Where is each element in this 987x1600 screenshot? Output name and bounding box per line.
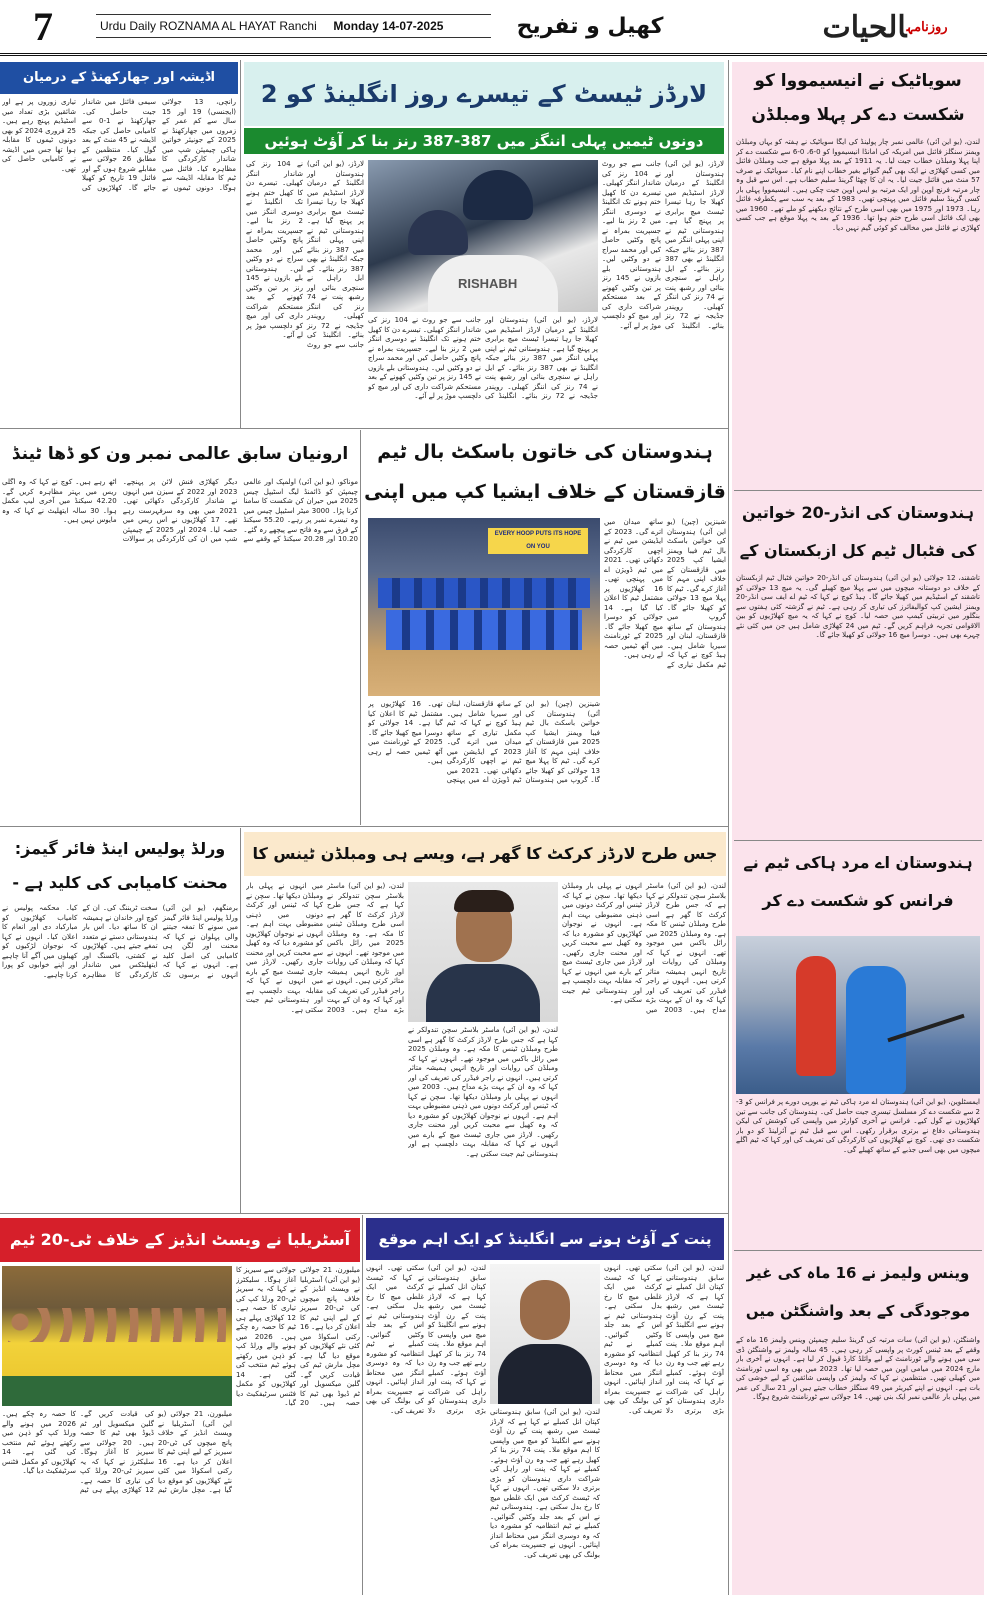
banner-text: EVERY HOOP PUTS ITS HOPE ON YOU [488,528,588,554]
sachin-body-under-photo: لندن، (یو این آئی) ماسٹر بلاسٹر سچن تندولکر نے کہا ہے کہ جس طرح لارڈز کرکٹ کا گھر ہے اسی طرح ومبلڈن ٹینس کا مکہ ہے۔ وہ ومبلڈن 2025 میں رائل باکس میں موجود تھے۔ انہوں نے کہا کہ ومبلڈن کی روایات اور تاریخ انہیں ہمیشہ متاثر کرتی ہیں۔ انہوں نے راجر فیڈرر کی تعریف کی اور کہا کہ وہ ان کے بہت بڑے مداح ہیں۔ 2003 میں انہوں نے پہلی بار ومبلڈن دیکھا تھا۔ سچن نے کہا کہ ٹینس اور کرکٹ دونوں میں ذہنی مضبوطی بہت اہم ہے۔ انہوں نے نوجوان کھلاڑیوں کو مشورہ دیا کہ وہ کھیل سے محبت کریں اور محنت جاری رکھیں۔ لارڈز میں جاری ٹیسٹ میچ کے بارے میں انہوں نے کہا کہ مقابلہ بہت دلچسپ ہے اور ہندوستانی ٹیم جیت سکتی ہے۔ [408,1026,558,1158]
australia-body-under-photo: میلبورن، 21 جولائی (یو این آئی) آسٹریلیا نے ویسٹ انڈیز کے خلاف پانچ میچوں کی ٹی-20 سیریز کے لیے اپنی ٹیم کا اعلان کر دیا ہے۔ 16 رکنی اسکواڈ میں کئی نئے کھلاڑیوں کو موقع دیا گیا ہے۔ مچل مارش ٹیم کی قیادت کریں گے۔ گلین میکسویل اور ٹم ڈیوڈ بھی ٹیم کا حصہ ہیں۔ 20 جولائی سے سیریز کا آغاز ہوگا۔ سلیکٹرز نے کہا کہ یہ سیریز ٹی-20 ورلڈ کپ کی تیاری کا حصہ ہے۔ 12 کھلاڑی پہلے ہی ٹیم کا حصہ رہ چکے ہیں۔ 2026 میں ہونے والے ورلڈ کپ کو ذہن میں رکھتے ہوئے ٹیم منتخب کی گئی ہے۔ 14 کھلاڑیوں کو مکمل فٹنس سرٹیفکیٹ دیا گیا۔ [2,1410,232,1494]
issue-date: Monday 14-07-2025 [333,19,444,33]
aronian-body: موناکو، (یو این آئی) اولمپک اور عالمی چیمپئن کو ڈائمنڈ لیگ اسٹیپل چیس 2025 میں حیران کن شکست کا سامنا کرنا پڑا۔ 3000 میٹر اسٹیپل چیس میں وہ تیسرے نمبر پر رہے۔ 55.20 سیکنڈ کے فرق سے وہ فاتح سے پیچھے رہ گئے۔ 10.20 اور 20.28 سیکنڈ کے وقفے سے دیگر کھلاڑی فنش لائن پر پہنچے۔ 2023 اور 2022 کے سیزن میں انہوں نے شاندار کارکردگی دکھائی تھی۔ 2021 میں بھی وہ سرفہرست رہے تھے۔ 17 کھلاڑیوں نے اس ریس میں حصہ لیا۔ 2024 اور 2025 کے چیمپئن شپ میں ان کی کارکردگی پر سوالات اٹھ رہے ہیں۔ کوچ نے کہا کہ وہ اگلی ریس میں بہتر مظاہرہ کریں گے۔ 42.20 سیکنڈ میں آخری لیپ مکمل ہوا۔ 30 سالہ ایتھلیٹ نے کہا کہ وہ مایوس نہیں ہیں۔ [2,478,358,543]
odisha-headline: اڈیشہ اور جھارکھنڈ کے درمیان [0,62,238,94]
venus-headline: وینس ولیمز نے 16 ماہ کی غیر موجودگی کے بعد واشنگٹن میں [745,1264,971,1320]
lords-body-right: لارڈز، (یو این آئی) ہندوستان اور انگلینڈ کے درمیان لارڈز اسٹیڈیم میں کھیلا جا رہا تیسرا ٹیسٹ میچ برابری پر پہنچ گیا ہے۔ ہندوستانی ٹیم نے اپنی پہلی اننگز میں 387 رنز بنائے جبکہ انگلینڈ نے بھی 387 رنز بنائے۔ کے ایل راہل نے سنچری بنائی اور رشبھ پنت نے 74 رنز کی اننگز کھیلی۔ رویندر جڈیجہ نے 72 رنز بنائے۔ انگلینڈ کی جانب سے جو روٹ نے 104 رنز کی شاندار اننگز کھیلی۔ تیسرے دن کا کھیل ختم ہونے تک انگلینڈ نے دوسری اننگز میں 2 رنز بنا لیے۔ جسپریت بمراہ نے پانچ وکٹیں حاصل کیں اور محمد سراج نے دو وکٹیں لیں۔ ہندوستانی بلے بازوں نے 145 رنز پر تین وکٹیں کھونے کے بعد مستحکم شراکت داری کی اور میچ کو دلچسپ موڑ پر لے آئے۔ [602,160,724,330]
australia-headline: آسٹریلیا نے ویسٹ انڈیز کے خلاف ٹی-20 ٹیم [0,1218,360,1262]
players-heads [8,1308,226,1342]
players-row-back [378,578,590,608]
swiatek-headline: سویاٹیک نے انیسیمووا کو شکست دے کر پہلا ومبلڈن [751,71,965,125]
logo-small: روزنامہ [906,20,948,35]
face-shape [520,1280,570,1340]
sachin-body-right: لندن، (یو این آئی) ماسٹر بلاسٹر سچن تندولکر نے کہا ہے کہ جس طرح لارڈز کرکٹ کا گھر ہے اسی طرح ومبلڈن ٹینس کا مکہ ہے۔ وہ ومبلڈن 2025 میں رائل باکس میں موجود تھے۔ انہوں نے کہا کہ ومبلڈن کی روایات اور تاریخ انہیں ہمیشہ متاثر کرتی ہیں۔ انہوں نے راجر فیڈرر کی تعریف کی اور کہا کہ وہ ان کے بہت بڑے مداح ہیں۔ 2003 میں انہوں نے پہلی بار ومبلڈن دیکھا تھا۔ سچن نے کہا کہ ٹینس اور کرکٹ دونوں میں ذہنی مضبوطی بہت اہم ہے۔ انہوں نے نوجوان کھلاڑیوں کو مشورہ دیا کہ وہ کھیل سے محبت کریں اور محنت جاری رکھیں۔ لارڈز میں جاری ٹیسٹ میچ کے بارے میں انہوں نے کہا کہ مقابلہ بہت دلچسپ ہے اور ہندوستانی ٹیم جیت سکتی ہے۔ [562,882,726,1014]
pant-body-right: لندن، (یو این آئی) سابق ہندوستانی کپتان انل کمبلے نے کہا ہے کہ لارڈز ٹیسٹ میں رشبھ پنت کے رن آؤٹ ہونے سے انگلینڈ کو میچ میں واپسی کا اہم موقع ملا۔ پنت 74 رنز بنا کر کھیل رہے تھے جب وہ رن آؤٹ ہوئے۔ کمبلے نے کہا کہ پنت اور راہل کی شراکت داری ہندوستان کو بڑی برتری دلا سکتی تھی۔ انہوں نے کہا کہ ٹیسٹ کرکٹ میں ایک غلطی میچ کا رخ بدل سکتی ہے۔ ہندوستانی ٹیم نے اس کے بعد جلد وکٹیں گنوائیں۔ کمبلے نے ٹیم انتظامیہ کو مشورہ دیا کہ وہ دوسری اننگز میں محتاط انداز اپنائیں۔ انہوں نے جسپریت بمراہ کی بولنگ کی بھی تعریف کی۔ [604,1264,724,1415]
column-rule [362,1215,363,1595]
row-rule [734,1250,982,1251]
column-rule [240,60,241,428]
hockey-body: ایمسٹلوین، (یو این آئی) ہندوستان اے مرد ہاکی ٹیم نے یورپی دورے پر فرانس کو 3-2 سے شکست دے کر مسلسل تیسری جیت حاصل کی۔ ہندوستان کی جانب سے تین کھلاڑیوں نے گول کیے۔ فرانس نے آخری کوارٹر میں واپسی کی کوشش کی لیکن ہندوستانی دفاع نے برتری برقرار رکھی۔ اس سے قبل ٹیم نے آئرلینڈ کو دو بار شکست دی تھی۔ کوچ نے کھلاڑیوں کی کارکردگی کی تعریف کی اور کہا کہ ٹیم اگلے میچوں میں بھی اسی جذبے کے ساتھ کھیلے گی۔ [736,1098,980,1154]
row-rule [734,490,982,491]
aronian-headline: ارونیان سابق عالمی نمبر ون کو ڈھا ٹینڈ [11,444,349,464]
pant-body-left: لندن، (یو این آئی) سابق ہندوستانی کپتان انل کمبلے نے کہا ہے کہ لارڈز ٹیسٹ میں رشبھ پنت کے رن آؤٹ ہونے سے انگلینڈ کو میچ میں واپسی کا اہم موقع ملا۔ پنت 74 رنز بنا کر کھیل رہے تھے جب وہ رن آؤٹ ہوئے۔ کمبلے نے کہا کہ پنت اور راہل کی شراکت داری ہندوستان کو بڑی برتری دلا سکتی تھی۔ انہوں نے کہا کہ ٹیسٹ کرکٹ میں ایک غلطی میچ کا رخ بدل سکتی ہے۔ ہندوستانی ٹیم نے اس کے بعد جلد وکٹیں گنوائیں۔ کمبلے نے ٹیم انتظامیہ کو مشورہ دیا کہ وہ دوسری اننگز میں محتاط انداز اپنائیں۔ انہوں نے جسپریت بمراہ کی بولنگ کی بھی تعریف کی۔ [366,1264,486,1415]
masthead-strip [96,14,491,38]
odisha-body: رانچی، 13 جولائی (ایجنسی) 19 اور 15 سال سے کم عمر کے زمروں میں جھارکھنڈ نے 2025 کے جونیئر خواتین ہاکی چیمپئن شپ میں شاندار کارکردگی کا مظاہرہ کیا۔ فائنل میں ٹیم کا مقابلہ اڈیشہ سے ہوگا۔ دونوں ٹیموں نے سیمی فائنل میں شاندار جیت حاصل کی۔ جھارکھنڈ نے 1-0 سے کامیابی حاصل کی جبکہ اڈیشہ نے 45 منٹ کے بعد گول کیا۔ منتظمین کے مطابق 26 جولائی سے مقابلے شروع ہوں گے اور فائنل 19 تاریخ کو کھیلا جائے گا۔ کھلاڑیوں کی تیاری زوروں پر ہے اور شائقین بڑی تعداد میں اسٹیڈیم پہنچ رہے ہیں۔ 25 فروری 2024 کو بھی دونوں ٹیموں کا مقابلہ ہوا تھا جس میں اڈیشہ نے کامیابی حاصل کی تھی۔ [2,98,236,192]
row-rule [0,428,728,429]
basketball-headline: ہندوستان کی خاتون باسکٹ بال ٹیم قازقستان کے خلاف ایشیا کپ میں اپنی [364,441,726,503]
hair-shape [454,890,514,912]
column-rule [360,430,361,825]
basketball-body-under-photo: شینزین (چین) (یو این آئی) ہندوستان کی خواتین باسکٹ بال ٹیم فیبا ویمنز ایشیا کپ 2025 میں قازقستان کے خلاف اپنی مہم کا آغاز کرے گی۔ ٹیم کا پہلا میچ 13 جولائی کو کھیلا جائے گا۔ گروپ میں ہندوستان کے ساتھ قازقستان، لبنان اور سیریا شامل ہیں۔ ہیڈ کوچ نے کہا کہ ٹیم مکمل تیاری کے ساتھ میدان میں اترے گی۔ 2023 کے ایڈیشن میں ٹیم نے اچھی کارکردگی دکھائی تھی۔ 2021 میں ٹیم ڈویژن اے میں پہنچی تھی۔ 16 کھلاڑیوں پر مشتمل ٹیم کا اعلان کیا گیا ہے۔ 14 جولائی کو دوسرا میچ کھیلا جائے گا۔ 2025 کے ٹورنامنٹ میں آٹھ ٹیمیں حصہ لے رہی ہیں۔ [368,700,600,784]
hockey-photo [736,936,980,1094]
jersey-name: RISHABH [458,276,518,291]
page-header [0,0,987,56]
hockey-headline: ہندوستان اے مرد ہاکی ٹیم نے فرانس کو شکست دے کر [743,853,973,910]
team-shorts [2,1376,232,1406]
player-blue-shape [846,966,906,1094]
newspaper-logo [790,4,980,52]
australia-body-right: میلبورن، 21 جولائی (یو این آئی) آسٹریلیا نے ویسٹ انڈیز کے خلاف پانچ میچوں کی ٹی-20 سیریز کے لیے اپنی ٹیم کا اعلان کر دیا ہے۔ 16 رکنی اسکواڈ میں کئی نئے کھلاڑیوں کو موقع دیا گیا ہے۔ مچل مارش ٹیم کی قیادت کریں گے۔ گلین میکسویل اور ٹم ڈیوڈ بھی ٹیم کا حصہ ہیں۔ 20 جولائی سے سیریز کا آغاز ہوگا۔ سلیکٹرز نے کہا کہ یہ سیریز ٹی-20 ورلڈ کپ کی تیاری کا حصہ ہے۔ 12 کھلاڑی پہلے ہی ٹیم کا حصہ رہ چکے ہیں۔ 2026 میں ہونے والے ورلڈ کپ کو ذہن میں رکھتے ہوئے ٹیم منتخب کی گئی ہے۔ 14 کھلاڑیوں کو مکمل فٹنس سرٹیفکیٹ دیا گیا۔ [236,1266,360,1407]
row-rule [0,826,728,827]
logo-text: الحیات [822,10,907,45]
page-number: 7 [33,4,53,49]
pant-headline: پنت کے آؤٹ ہونے سے انگلینڈ کو ایک اہم موقع [366,1218,724,1260]
kumble-photo [490,1264,600,1404]
players-row-front [386,610,582,650]
football-body: تاشقند، 12 جولائی (یو این آئی) ہندوستان کی انڈر-20 خواتین فٹبال ٹیم ازبکستان کے خلاف دو دوستانہ میچوں میں سے پہلا میچ کھیلے گی۔ یہ میچ 13 جولائی کو تاشقند کے اسٹیڈیم میں کھیلا جائے گا۔ ہیڈ کوچ نے کہا کہ ٹیم اے ایف سی انڈر-20 ویمنز ایشین کپ کوالیفائرز کی تیاری کر رہی ہے۔ ٹیم نے گزشتہ کئی ہفتوں سے بنگلور میں تربیتی کیمپ میں حصہ لیا۔ کوچ نے کہا کہ یہ میچ کھلاڑیوں کو بین الاقوامی تجربہ فراہم کریں گے۔ ٹیم میں 24 کھلاڑی شامل ہیں جن میں کئی نئے چہرے بھی ہیں۔ دوسرا میچ 16 جولائی کو کھیلا جائے گا۔ [736,574,980,639]
basketball-photo [368,518,600,696]
worldpolice-headline: ورلڈ پولیس اینڈ فائر گیمز: محنت کامیابی کی کلید ہے - [12,839,228,892]
sachin-photo [408,882,558,1022]
pant-body-under-photo: لندن، (یو این آئی) سابق ہندوستانی کپتان انل کمبلے نے کہا ہے کہ لارڈز ٹیسٹ میں رشبھ پنت کے رن آؤٹ ہونے سے انگلینڈ کو میچ میں واپسی کا اہم موقع ملا۔ پنت 74 رنز بنا کر کھیل رہے تھے جب وہ رن آؤٹ ہوئے۔ کمبلے نے کہا کہ پنت اور راہل کی شراکت داری ہندوستان کو بڑی برتری دلا سکتی تھی۔ انہوں نے کہا کہ ٹیسٹ کرکٹ میں ایک غلطی میچ کا رخ بدل سکتی ہے۔ ہندوستانی ٹیم نے اس کے بعد جلد وکٹیں گنوائیں۔ کمبلے نے ٹیم انتظامیہ کو مشورہ دیا کہ وہ دوسری اننگز میں محتاط انداز اپنائیں۔ انہوں نے جسپریت بمراہ کی بولنگ کی بھی تعریف کی۔ [490,1408,600,1559]
worldpolice-body: برمنگھم، (یو این آئی) ورلڈ پولیس اینڈ فائر گیمز میں سونے کا تمغہ جیتنے والی پہلوان نے کہا کہ محنت اور لگن ہی کامیابی کی اصل کلید ہے۔ انہوں نے کہا کہ انہوں نے برسوں تک سخت ٹریننگ کی۔ ان کے کوچ اور خاندان نے ہمیشہ ان کا ساتھ دیا۔ اس بار ہندوستانی دستے نے متعدد تمغے جیتے ہیں۔ کھلاڑیوں نے کشتی، باکسنگ اور ایتھلیٹکس میں شاندار کارکردگی کا مظاہرہ کیا۔ محکمہ پولیس نے کامیاب کھلاڑیوں کو مبارکباد دی اور انعام کا اعلان کیا۔ انہوں نے کہا کہ نوجوان لڑکیوں کو کھیلوں میں آگے آنا چاہیے اور اپنے خوابوں کو پورا کرنا چاہیے۔ [2,904,238,979]
australia-photo [2,1266,232,1406]
player-red-shape [796,956,836,1076]
helmet-shape [463,170,533,220]
sachin-body-left: لندن، (یو این آئی) ماسٹر بلاسٹر سچن تندولکر نے کہا ہے کہ جس طرح لارڈز کرکٹ کا گھر ہے اسی طرح ومبلڈن ٹینس کا مکہ ہے۔ وہ ومبلڈن 2025 میں رائل باکس میں موجود تھے۔ انہوں نے کہا کہ ومبلڈن کی روایات اور تاریخ انہیں ہمیشہ متاثر کرتی ہیں۔ انہوں نے راجر فیڈرر کی تعریف کی اور کہا کہ وہ ان کے بہت بڑے مداح ہیں۔ 2003 میں انہوں نے پہلی بار ومبلڈن دیکھا تھا۔ سچن نے کہا کہ ٹینس اور کرکٹ دونوں میں ذہنی مضبوطی بہت اہم ہے۔ انہوں نے نوجوان کھلاڑیوں کو مشورہ دیا کہ وہ کھیل سے محبت کریں اور محنت جاری رکھیں۔ لارڈز میں جاری ٹیسٹ میچ کے بارے میں انہوں نے کہا کہ مقابلہ بہت دلچسپ ہے اور ہندوستانی ٹیم جیت سکتی ہے۔ [246,882,404,1014]
lords-body-under-photo: لارڈز، (یو این آئی) ہندوستان اور انگلینڈ کے درمیان لارڈز اسٹیڈیم میں کھیلا جا رہا تیسرا ٹیسٹ میچ برابری پر پہنچ گیا ہے۔ ہندوستانی ٹیم نے اپنی پہلی اننگز میں 387 رنز بنائے جبکہ انگلینڈ نے بھی 387 رنز بنائے۔ کے ایل راہل نے سنچری بنائی اور رشبھ پنت نے 74 رنز کی اننگز کھیلی۔ رویندر جڈیجہ نے 72 رنز بنائے۔ انگلینڈ کی جانب سے جو روٹ نے 104 رنز کی شاندار اننگز کھیلی۔ تیسرے دن کا کھیل ختم ہونے تک انگلینڈ نے دوسری اننگز میں 2 رنز بنا لیے۔ جسپریت بمراہ نے پانچ وکٹیں حاصل کیں اور محمد سراج نے دو وکٹیں لیں۔ ہندوستانی بلے بازوں نے 145 رنز پر تین وکٹیں کھونے کے بعد مستحکم شراکت داری کی اور میچ کو دلچسپ موڑ پر لے آئے۔ [368,316,598,400]
lords-photo [368,160,598,312]
column-rule [240,828,241,1213]
swiatek-body: لندن، (یو این آئی) عالمی نمبر چار پولینڈ کی ایگا سویاٹیک نے ہفتہ کو یہاں ومبلڈن ویمنز سنگلز فائنل میں امریکہ کی امانڈا انیسیمووا کو 0-6، 0-6 سے شکست دے کر اپنا پہلا ومبلڈن خطاب جیت لیا۔ یہ 1911 کے بعد پہلا موقع ہے جب ومبلڈن فائنل میں کسی کھلاڑی نے ایک بھی گیم گنوائے بغیر خطاب اپنے نام کیا۔ سویاٹیک نے صرف 57 منٹ میں فائنل جیت لیا۔ یہ ان کا چھٹا گرینڈ سلیم خطاب ہے۔ اس سے قبل وہ چار مرتبہ فرنچ اوپن اور ایک مرتبہ یو ایس اوپن جیت چکی ہیں۔ انیسیمووا پہلی بار کسی گرینڈ سلیم فائنل میں پہنچی تھیں۔ 1983 کے بعد یہ سب سے یکطرفہ فائنل رہا۔ 1973 اور 1975 میں بھی اسی طرح کے نتائج دیکھنے کو ملے تھے۔ 1960 میں بھی ایک فائنل اسی طرح ختم ہوا تھا۔ 1936 کے بعد یہ پہلا موقع ہے جب کسی کھلاڑی نے فائنل میں مخالف کو کوئی گیم نہیں دیا۔ [736,138,980,232]
lords-headline: لارڈز ٹیسٹ کے تیسرے روز انگلینڈ کو 2 [244,62,724,126]
helmet-shape [408,210,468,255]
lords-body-left: لارڈز، (یو این آئی) ہندوستان اور انگلینڈ کے درمیان لارڈز اسٹیڈیم میں کھیلا جا رہا تیسرا ٹیسٹ میچ برابری پر پہنچ گیا ہے۔ ہندوستانی ٹیم نے اپنی پہلی اننگز میں 387 رنز بنائے جبکہ انگلینڈ نے بھی 387 رنز بنائے۔ کے ایل راہل نے سنچری بنائی اور رشبھ پنت نے 74 رنز کی اننگز کھیلی۔ رویندر جڈیجہ نے 72 رنز بنائے۔ انگلینڈ کی جانب سے جو روٹ نے 104 رنز کی شاندار اننگز کھیلی۔ تیسرے دن کا کھیل ختم ہونے تک انگلینڈ نے دوسری اننگز میں 2 رنز بنا لیے۔ جسپریت بمراہ نے پانچ وکٹیں حاصل کیں اور محمد سراج نے دو وکٹیں لیں۔ ہندوستانی بلے بازوں نے 145 رنز پر تین وکٹیں کھونے کے بعد مستحکم شراکت داری کی اور میچ کو دلچسپ موڑ پر لے آئے۔ [246,160,364,349]
paper-name: Urdu Daily ROZNAMA AL HAYAT Ranchi [100,19,317,33]
sachin-headline: جس طرح لارڈز کرکٹ کا گھر ہے، ویسے ہی ومبلڈن ٹینس کا [244,832,726,876]
football-headline: ہندوستان کی انڈر-20 خواتین کی فٹبال ٹیم کل ازبکستان کے [739,503,977,560]
lords-subheadline: دونوں ٹیمیں پہلی اننگز میں 387-387 رنز بنا کر آؤٹ ہوئیں [244,128,724,154]
section-title: کھیل و تفریح [516,14,664,39]
column-rule [728,60,729,1595]
suit-shape [498,1344,592,1404]
venus-body: واشنگٹن، (یو این آئی) سات مرتبہ کی گرینڈ سلیم چیمپئن وینس ولیمز 16 ماہ کے وقفے کے بعد ٹینس کورٹ پر واپسی کر رہی ہیں۔ 45 سالہ ولیمز نے واشنگٹن ڈی سی میں ہونے والے ٹورنامنٹ کے لیے وائلڈ کارڈ قبول کر لیا ہے۔ انہوں نے آخری بار مارچ 2024 میں میامی اوپن میں حصہ لیا تھا۔ 2023 میں بھی وہ اسی ٹورنامنٹ میں کھیلی تھیں۔ منتظمین نے کہا کہ ولیمز کی واپسی شائقین کے لیے خوشی کی بات ہے۔ انہوں نے اپنے کیریئر میں 49 سنگلز خطاب جیتے ہیں اور 21 سال کی عمر میں پہلی بار عالمی نمبر ایک بنی تھیں۔ 14 جولائی سے ٹورنامنٹ شروع ہوگا۔ [736,1336,980,1401]
suit-shape [426,964,540,1022]
row-rule [734,840,982,841]
row-rule [0,1213,728,1214]
basketball-body-right: شینزین (چین) (یو این آئی) ہندوستان کی خواتین باسکٹ بال ٹیم فیبا ویمنز ایشیا کپ 2025 میں قازقستان کے خلاف اپنی مہم کا آغاز کرے گی۔ ٹیم کا پہلا میچ 13 جولائی کو کھیلا جائے گا۔ گروپ میں ہندوستان کے ساتھ قازقستان، لبنان اور سیریا شامل ہیں۔ ہیڈ کوچ نے کہا کہ ٹیم مکمل تیاری کے ساتھ میدان میں اترے گی۔ 2023 کے ایڈیشن میں ٹیم نے اچھی کارکردگی دکھائی تھی۔ 2021 میں ٹیم ڈویژن اے میں پہنچی تھی۔ 16 کھلاڑیوں پر مشتمل ٹیم کا اعلان کیا گیا ہے۔ 14 جولائی کو دوسرا میچ کھیلا جائے گا۔ 2025 کے ٹورنامنٹ میں آٹھ ٹیمیں حصہ لے رہی ہیں۔ [604,518,726,669]
